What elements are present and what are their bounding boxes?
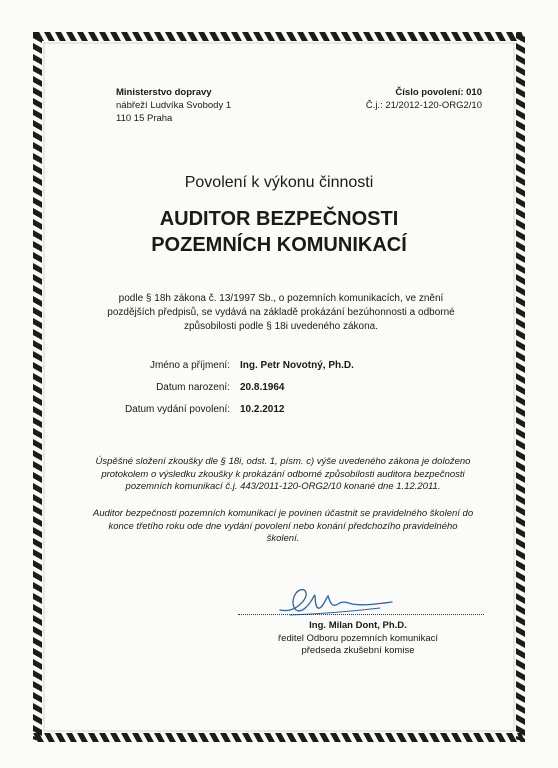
border-tooth — [242, 733, 253, 742]
border-tooth — [121, 32, 132, 41]
title-line-1: AUDITOR BEZPEČNOSTI — [159, 208, 399, 230]
border-tooth — [440, 733, 451, 742]
border-tooth — [516, 626, 525, 637]
border-tooth — [154, 32, 165, 41]
border-tooth — [198, 733, 209, 742]
border-tooth — [462, 32, 473, 41]
border-tooth — [516, 527, 525, 538]
border-tooth — [516, 604, 525, 615]
border-tooth — [516, 307, 525, 318]
border-tooth — [110, 733, 121, 742]
border-tooth — [484, 32, 495, 41]
border-tooth — [516, 120, 525, 131]
field-label: Jméno a příjmení: — [149, 360, 230, 371]
border-tooth — [330, 733, 341, 742]
border-tooth — [33, 450, 42, 461]
border-tooth — [286, 32, 297, 41]
border-tooth — [473, 32, 484, 41]
border-tooth — [418, 733, 429, 742]
border-tooth — [516, 329, 525, 340]
border-tooth — [275, 32, 286, 41]
training-line-3: školení. — [266, 533, 300, 544]
border-tooth — [231, 32, 242, 41]
border-tooth — [44, 733, 55, 742]
border-tooth — [33, 681, 42, 692]
border-tooth — [308, 733, 319, 742]
border-tooth — [297, 32, 308, 41]
border-tooth — [516, 483, 525, 494]
border-tooth — [33, 263, 42, 274]
border-tooth — [231, 733, 242, 742]
border-tooth — [264, 32, 275, 41]
border-tooth — [220, 32, 231, 41]
border-tooth — [341, 32, 352, 41]
field-value: 10.2.2012 — [240, 404, 285, 415]
border-tooth — [33, 714, 42, 725]
border-tooth — [33, 307, 42, 318]
border-tooth — [33, 692, 42, 703]
border-tooth — [264, 733, 275, 742]
border-tooth — [286, 733, 297, 742]
border-tooth — [33, 615, 42, 626]
border-tooth — [516, 538, 525, 549]
border-tooth — [330, 32, 341, 41]
permit-block — [366, 86, 482, 112]
border-tooth — [495, 733, 506, 742]
border-tooth — [242, 32, 253, 41]
border-tooth — [55, 32, 66, 41]
border-tooth — [516, 296, 525, 307]
signatory-block — [250, 620, 466, 658]
border-tooth — [33, 593, 42, 604]
intro-paragraph — [76, 292, 486, 334]
border-tooth — [352, 32, 363, 41]
border-tooth — [143, 733, 154, 742]
border-tooth — [33, 648, 42, 659]
border-tooth — [341, 733, 352, 742]
border-tooth — [451, 733, 462, 742]
border-tooth — [451, 32, 462, 41]
border-tooth — [165, 32, 176, 41]
training-line-1: Auditor bezpečnosti pozemních komunikací je povinen účastnit se pravidelného školení do — [92, 508, 474, 519]
border-tooth — [516, 285, 525, 296]
field-value: 20.8.1964 — [240, 382, 285, 393]
issuer-block — [116, 86, 231, 125]
border-tooth — [33, 54, 42, 65]
border-tooth — [516, 428, 525, 439]
border-tooth — [33, 472, 42, 483]
border-tooth — [363, 733, 374, 742]
exam-line-1: Úspěšné složení zkoušky dle § 18i, odst. 1, písm. c) výše uvedeného zákona je doloženo — [95, 456, 471, 467]
border-tooth — [33, 131, 42, 142]
field-name-row — [0, 360, 558, 374]
border-tooth — [33, 571, 42, 582]
border-tooth — [516, 131, 525, 142]
signatory-role-1: ředitel Odboru pozemních komunikací — [278, 632, 438, 644]
intro-line-2: pozdějších předpisů, se vydává na základě prokázání bezúhonnosti a odborné — [107, 307, 455, 318]
border-tooth — [516, 450, 525, 461]
border-tooth — [33, 120, 42, 131]
border-tooth — [176, 733, 187, 742]
border-tooth — [33, 538, 42, 549]
border-tooth — [88, 32, 99, 41]
border-tooth — [154, 733, 165, 742]
border-tooth — [516, 340, 525, 351]
border-tooth — [33, 329, 42, 340]
border-tooth — [516, 714, 525, 725]
training-paragraph — [92, 508, 474, 546]
border-tooth — [33, 659, 42, 670]
border-tooth — [516, 417, 525, 428]
exam-line-2: protokolem o výsledku zkoušky k prokázání odborné způsobilosti auditora bezpečnosti — [101, 468, 465, 480]
intro-line-3: způsobilosti podle § 18i uvedeného zákona. — [183, 321, 379, 332]
border-tooth — [66, 733, 77, 742]
border-tooth — [407, 733, 418, 742]
border-tooth — [418, 32, 429, 41]
border-tooth — [176, 32, 187, 41]
border-tooth — [516, 109, 525, 120]
border-tooth — [429, 733, 440, 742]
border-tooth — [33, 428, 42, 439]
border-tooth — [516, 43, 525, 54]
border-tooth — [495, 32, 506, 41]
border-tooth — [516, 549, 525, 560]
border-tooth — [396, 733, 407, 742]
border-tooth — [516, 494, 525, 505]
border-tooth — [363, 32, 374, 41]
border-tooth — [516, 571, 525, 582]
border-tooth — [385, 733, 396, 742]
border-tooth — [516, 681, 525, 692]
border-tooth — [88, 733, 99, 742]
signature-line — [238, 614, 484, 615]
border-tooth — [44, 32, 55, 41]
border-tooth — [209, 733, 220, 742]
border-tooth — [374, 733, 385, 742]
border-tooth — [516, 472, 525, 483]
border-tooth — [33, 142, 42, 153]
border-tooth — [33, 98, 42, 109]
exam-line-3: pozemních komunikací č.j. 443/2011-120-ORG2/10 konané dne 1.12.2011. — [125, 481, 441, 492]
field-issue-date-row — [0, 404, 558, 418]
issuer-street: nábřeží Ludvíka Svobody 1 — [116, 100, 232, 111]
border-tooth — [198, 32, 209, 41]
border-tooth — [516, 274, 525, 285]
permit-number: Číslo povolení: 010 — [395, 87, 482, 98]
border-tooth — [374, 32, 385, 41]
border-tooth — [516, 318, 525, 329]
border-tooth — [143, 32, 154, 41]
border-tooth — [297, 733, 308, 742]
border-tooth — [440, 32, 451, 41]
border-tooth — [33, 439, 42, 450]
border-tooth — [33, 285, 42, 296]
border-tooth — [33, 637, 42, 648]
border-tooth — [253, 733, 264, 742]
border-tooth — [33, 560, 42, 571]
border-tooth — [33, 340, 42, 351]
border-tooth — [33, 461, 42, 472]
border-tooth — [132, 733, 143, 742]
exam-paragraph — [88, 456, 478, 494]
border-tooth — [99, 32, 110, 41]
border-tooth — [110, 32, 121, 41]
border-tooth — [429, 32, 440, 41]
border-tooth — [33, 494, 42, 505]
border-tooth — [516, 593, 525, 604]
border-tooth — [516, 505, 525, 516]
border-tooth — [77, 733, 88, 742]
border-tooth — [33, 274, 42, 285]
border-tooth — [516, 692, 525, 703]
border-tooth — [516, 54, 525, 65]
border-tooth — [33, 604, 42, 615]
border-tooth — [209, 32, 220, 41]
permit-reference: Č.j.: 21/2012-120-ORG2/10 — [365, 100, 482, 111]
border-tooth — [319, 32, 330, 41]
title-line-2: POZEMNÍCH KOMUNIKACÍ — [151, 234, 407, 256]
border-tooth — [33, 483, 42, 494]
border-tooth — [33, 582, 42, 593]
document-subtitle: Povolení k výkonu činnosti — [184, 174, 374, 191]
border-tooth — [516, 98, 525, 109]
signature-stroke — [280, 590, 392, 611]
border-tooth — [516, 142, 525, 153]
field-birthdate-row — [0, 382, 558, 396]
border-tooth — [308, 32, 319, 41]
border-tooth — [33, 87, 42, 98]
border-tooth — [33, 109, 42, 120]
border-tooth — [407, 32, 418, 41]
border-tooth — [516, 582, 525, 593]
field-value: Ing. Petr Novotný, Ph.D. — [240, 360, 354, 371]
border-tooth — [33, 318, 42, 329]
border-tooth — [187, 733, 198, 742]
border-tooth — [33, 417, 42, 428]
border-tooth — [473, 733, 484, 742]
border-tooth — [33, 153, 42, 164]
signatory-name: Ing. Milan Dont, Ph.D. — [309, 620, 407, 631]
border-tooth — [66, 32, 77, 41]
border-tooth — [33, 549, 42, 560]
border-tooth — [187, 32, 198, 41]
border-tooth — [484, 733, 495, 742]
border-tooth — [275, 733, 286, 742]
border-tooth — [33, 670, 42, 681]
border-tooth — [77, 32, 88, 41]
training-line-2: konce třetího roku ode dne vydání povolení nebo konání předchozího pravidelného — [108, 520, 458, 532]
border-tooth — [516, 659, 525, 670]
intro-line-1: podle § 18h zákona č. 13/1997 Sb., o pozemních komunikacích, ve znění — [118, 293, 444, 304]
border-tooth — [516, 703, 525, 714]
border-tooth — [352, 733, 363, 742]
border-tooth — [462, 733, 473, 742]
border-tooth — [121, 733, 132, 742]
issuer-city: 110 15 Praha — [116, 113, 173, 124]
border-tooth — [55, 733, 66, 742]
border-tooth — [506, 32, 517, 41]
border-tooth — [516, 560, 525, 571]
border-tooth — [132, 32, 143, 41]
signatory-role-2: předseda zkušební komise — [301, 645, 415, 656]
document-title — [0, 206, 558, 258]
border-tooth — [516, 648, 525, 659]
border-tooth — [516, 516, 525, 527]
border-tooth — [396, 32, 407, 41]
border-tooth — [253, 32, 264, 41]
issuer-name: Ministerstvo dopravy — [116, 87, 212, 98]
border-tooth — [33, 626, 42, 637]
field-label: Datum narození: — [156, 382, 230, 393]
border-tooth — [33, 65, 42, 76]
border-tooth — [165, 733, 176, 742]
border-tooth — [516, 670, 525, 681]
border-tooth — [33, 527, 42, 538]
field-label: Datum vydání povolení: — [124, 404, 230, 415]
border-tooth — [516, 87, 525, 98]
border-tooth — [385, 32, 396, 41]
border-tooth — [516, 439, 525, 450]
border-tooth — [33, 505, 42, 516]
border-tooth — [516, 153, 525, 164]
border-tooth — [33, 296, 42, 307]
border-tooth — [33, 516, 42, 527]
border-tooth — [33, 703, 42, 714]
border-tooth — [516, 65, 525, 76]
border-tooth — [99, 733, 110, 742]
border-tooth — [506, 733, 517, 742]
border-tooth — [516, 263, 525, 274]
border-tooth — [33, 76, 42, 87]
handwritten-signature — [276, 582, 396, 618]
border-tooth — [516, 637, 525, 648]
border-tooth — [220, 733, 231, 742]
border-tooth — [33, 43, 42, 54]
border-tooth — [516, 461, 525, 472]
border-tooth — [516, 615, 525, 626]
border-tooth — [319, 733, 330, 742]
border-tooth — [516, 76, 525, 87]
